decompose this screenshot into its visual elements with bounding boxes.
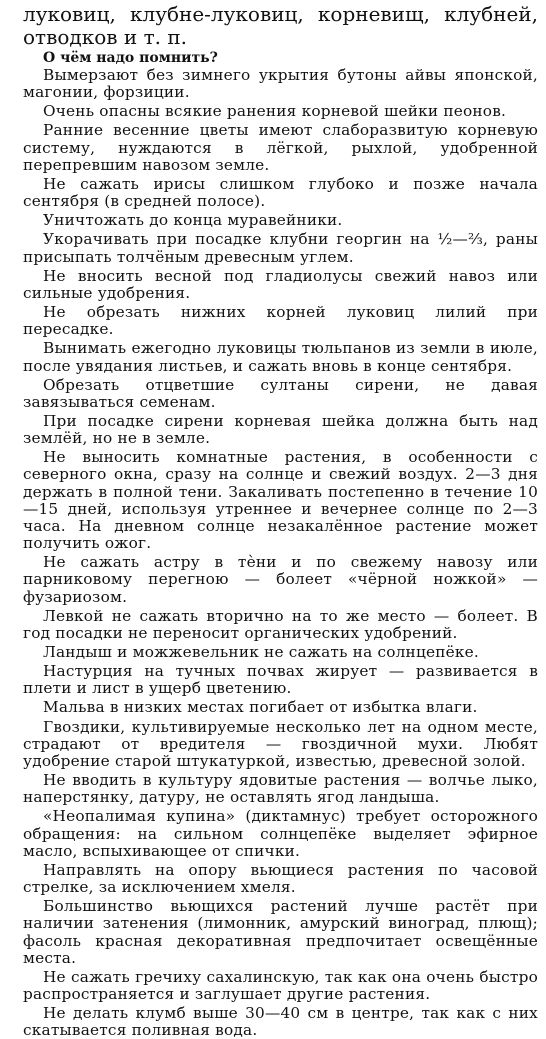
paragraph-sakhalin-buckwheat: Не сажать гречиху сахалинскую, так как она очень быстро распространяется и заглушает другие растения. bbox=[23, 967, 538, 1003]
paragraph-lily-roots: Не обрезать нижних корней луковиц лилий при пересадке. bbox=[23, 303, 538, 339]
paragraph-aster: Не сажать астру в тѐни и по свежему навозу или парниковому перегною — болеет «чёрной ножкой» — фузариозом. bbox=[23, 553, 538, 606]
paragraph-lily-of-valley: Ландыш и можжевельник не сажать на солнцепёке. bbox=[43, 643, 479, 661]
paragraph-dahlia-tubers: Укорачивать при посадке клубни георгин на ½—⅔, раны присыпать толчёным древесным углем. bbox=[23, 230, 538, 266]
continued-text-line-2: отводков и т. п. bbox=[23, 25, 188, 49]
paragraph-poisonous-plants: Не вводить в культуру ядовитые растения — волчье лыко, наперстянку, датуру, не оставлять ягод ландыша. bbox=[23, 771, 538, 807]
paragraph-lilac-pruning: Обрезать отцветшие султаны сирени, не давая завязываться семенам. bbox=[23, 375, 538, 411]
paragraph-anthills: Уничтожать до конца муравейники. bbox=[43, 211, 343, 230]
paragraph-flowerbed-height: Не делать клумб выше 30—40 см в центре, так как с них скатывается поливная вода. bbox=[23, 1004, 538, 1039]
paragraph-gladiolus-manure: Не вносить весной под гладиолусы свежий навоз или сильные удобрения. bbox=[23, 266, 538, 302]
paragraph-quince-buds: Вымерзают без зимнего укрытия бутоны айвы японской, магонии, форзиции. bbox=[23, 66, 538, 102]
paragraph-iris-planting: Не сажать ирисы слишком глубоко и позже начала сентября (в средней полосе). bbox=[23, 174, 538, 211]
paragraph-mallow: Мальва в низких местах погибает от избытка влаги. bbox=[43, 698, 478, 717]
paragraph-dictamnus: «Неопалимая купина» (диктамнус) требует осторожного обращения: на сильном солнцепёке выделяет эфирное масло, вспыхивающее от спички. bbox=[23, 807, 538, 860]
paragraph-houseplants: Не выносить комнатные растения, в особенности с северного окна, сразу на солнце и свежий воздух. 2—3 дня держать в полной тени. Закаливать постепенно в течение 10—15 дней, используя утреннее и вечернее солнце по 2—3 часа. На дневном солнце незакалённое растение может получить ожог. bbox=[23, 448, 538, 553]
paragraph-stock: Левкой не сажать вторично на то же место — болеет. В год посадки не переносит органических удобрений. bbox=[23, 606, 538, 642]
paragraph-carnations: Гвоздики, культивируемые несколько лет на одном месте, страдают от вредителя — гвоздичной мухи. Любят удобрение старой штукатуркой, известью, древесной золой. bbox=[23, 717, 538, 770]
continued-text-line-1: луковиц, клубне-луковиц, корневищ, клубней, bbox=[23, 2, 538, 26]
paragraph-lilac-planting: При посадке сирени корневая шейка должна быть над землёй, но не в земле. bbox=[23, 411, 538, 448]
paragraph-early-flowers: Ранние весенние цветы имеют слаборазвитую корневую систему, нуждаются в лёгкой, рыхлой, удобренной перепревшим навозом земле. bbox=[23, 121, 538, 174]
paragraph-tulip-bulbs: Вынимать ежегодно луковицы тюльпанов из земли в июле, после увядания листьев, и сажать вновь в конце сентября. bbox=[23, 339, 538, 375]
paragraph-climbing-shade: Большинство вьющихся растений лучше растёт при наличии затенения (лимонник, амурский виноград, плющ); фасоль красная декоративная предпочитает освещённые места. bbox=[23, 897, 538, 967]
paragraph-nasturtium: Настурция на тучных почвах жирует — развивается в плети и лист в ущерб цветению. bbox=[23, 662, 538, 698]
section-heading: О чём надо помнить? bbox=[43, 50, 218, 66]
paragraph-peony-neck: Очень опасны всякие ранения корневой шейки пеонов. bbox=[43, 102, 507, 121]
paragraph-climbing-support: Направлять на опору вьющиеся растения по часовой стрелке, за исключением хмеля. bbox=[23, 860, 538, 897]
